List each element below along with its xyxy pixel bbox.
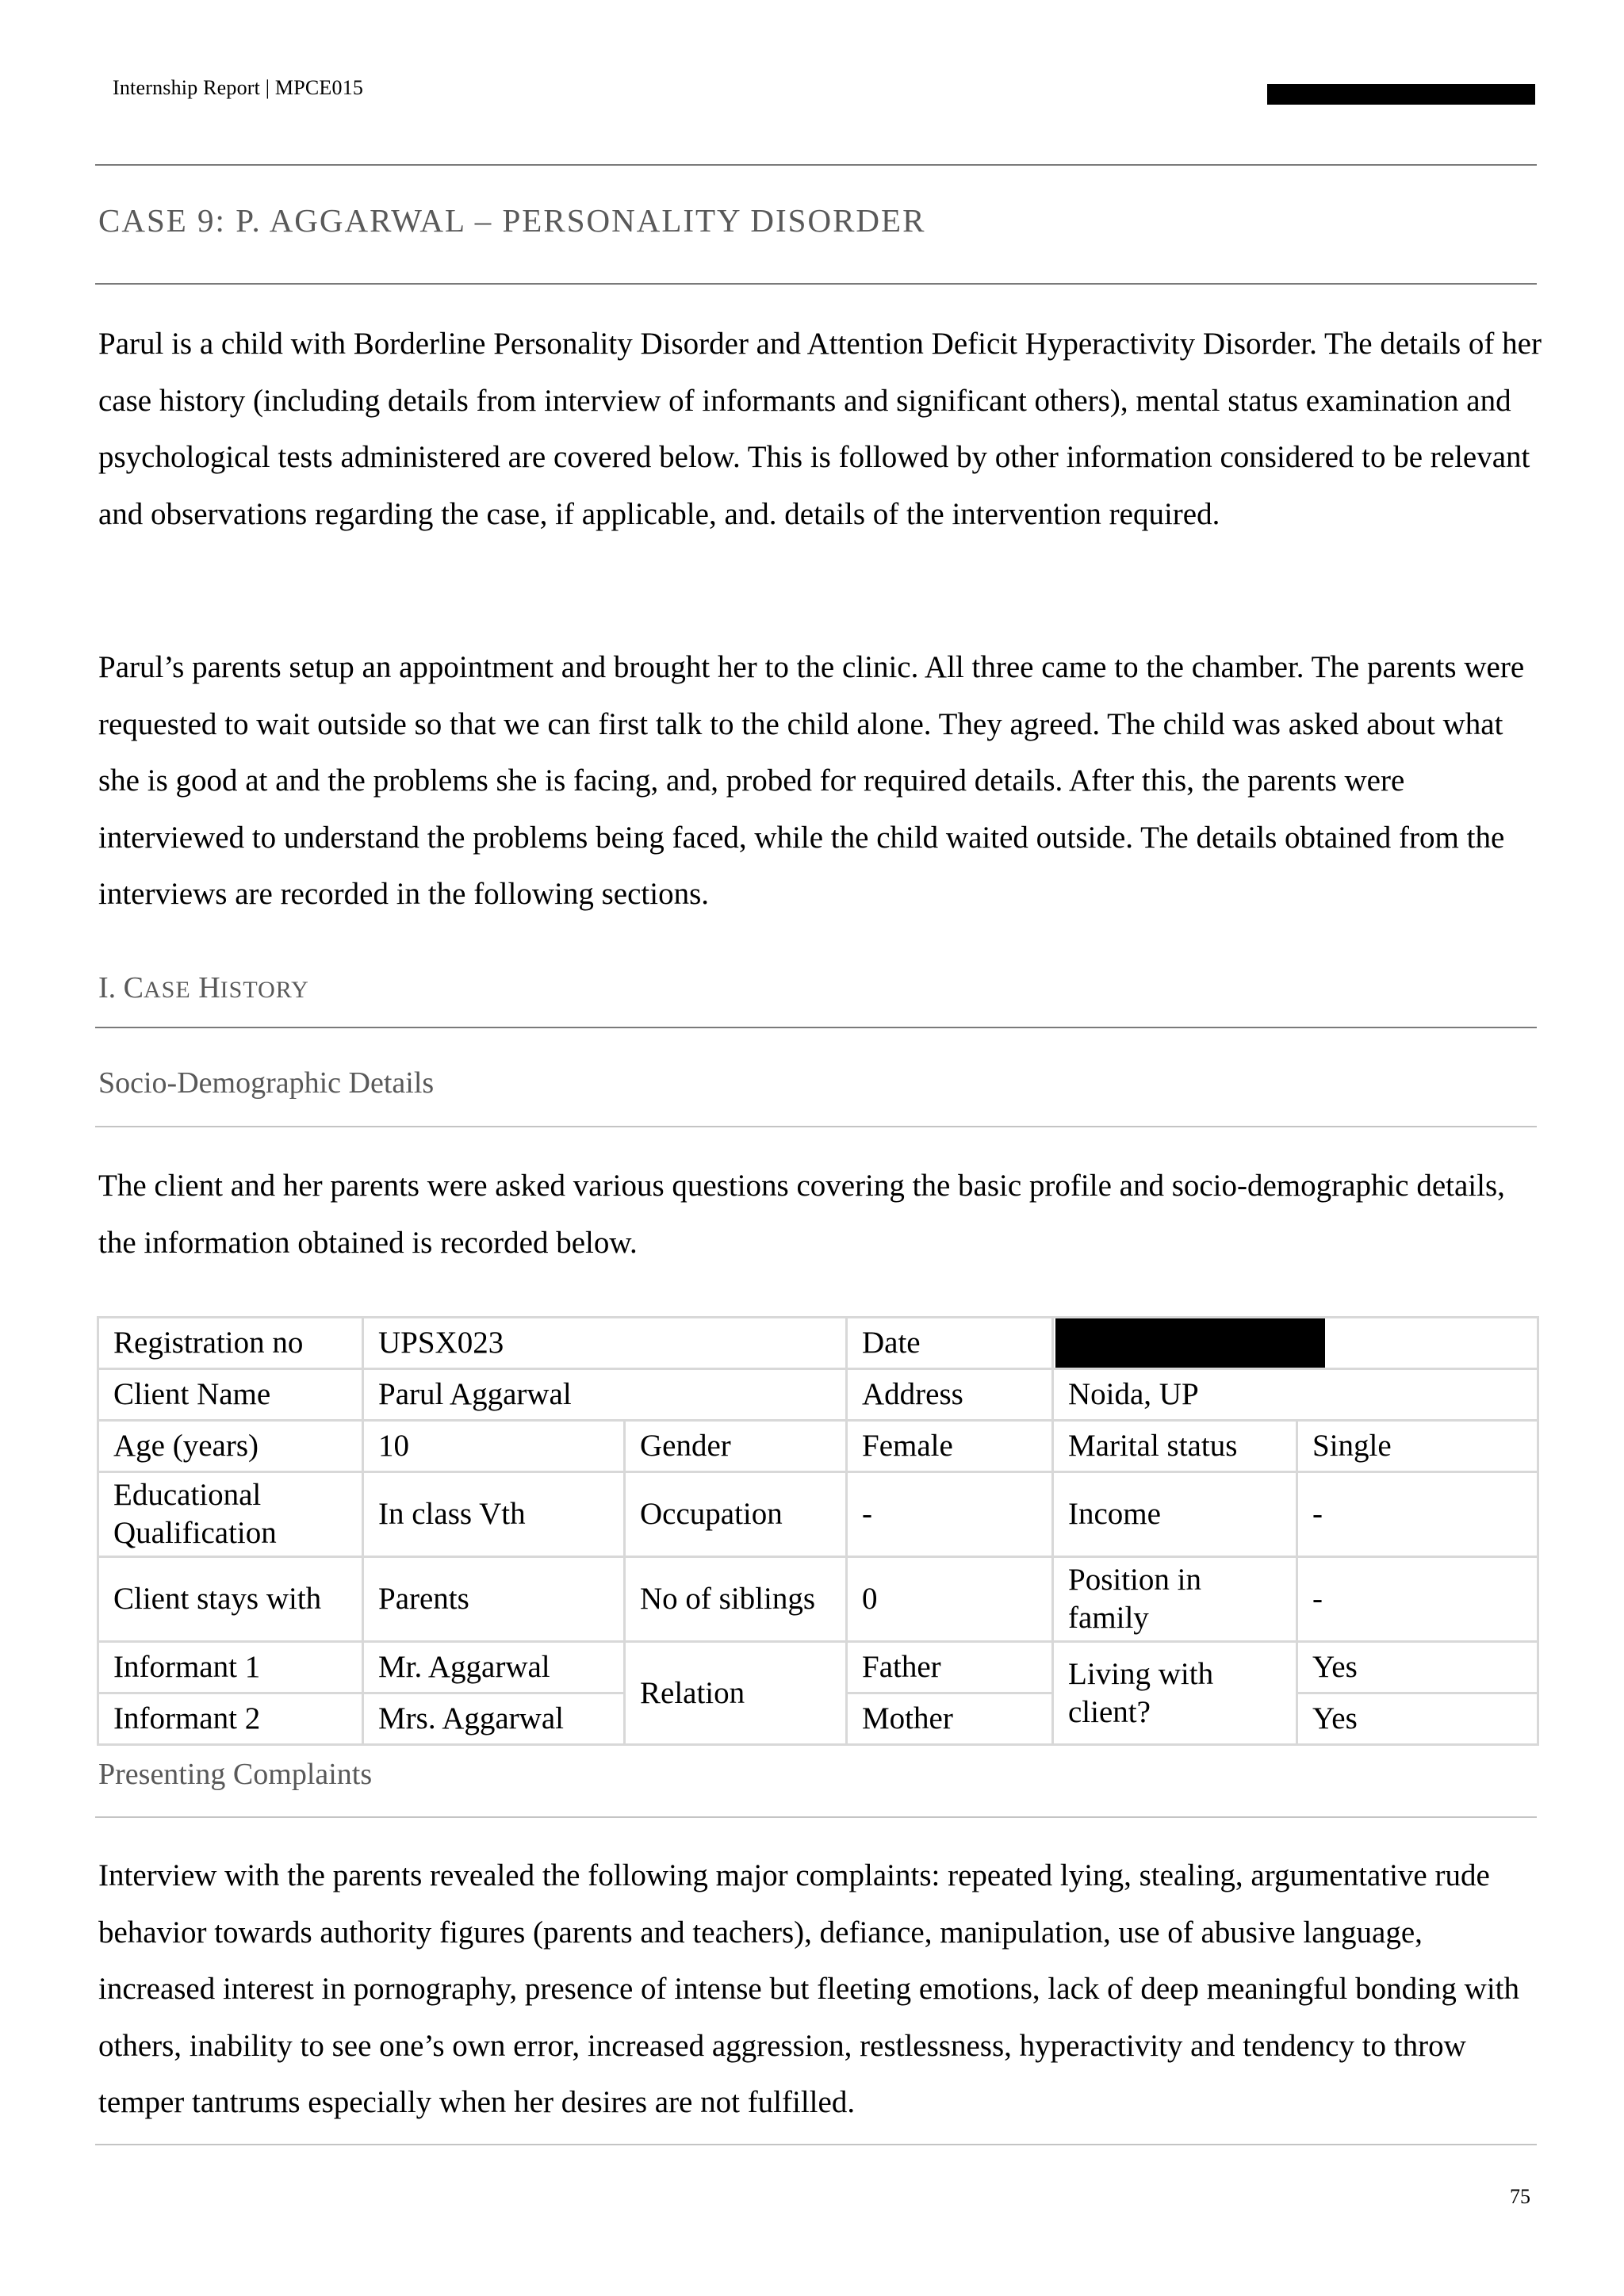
report-header-title: Internship Report | MPCE015 xyxy=(113,76,364,99)
section-word-case: ASE xyxy=(144,977,191,1003)
table-row xyxy=(98,1557,1538,1642)
stays-with-label: Client stays with xyxy=(98,1557,363,1642)
date-value-redacted xyxy=(1053,1318,1538,1369)
education-value: In class Vth xyxy=(363,1472,625,1557)
informant-1-label: Informant 1 xyxy=(98,1642,363,1693)
redacted-date-block xyxy=(1055,1318,1325,1368)
siblings-value: 0 xyxy=(847,1557,1053,1642)
income-label: Income xyxy=(1053,1472,1297,1557)
gender-label: Gender xyxy=(625,1421,847,1472)
subsection-divider-complaints xyxy=(95,1816,1537,1818)
relation-label: Relation xyxy=(625,1642,847,1745)
case-title-divider xyxy=(95,283,1537,285)
marital-status-value: Single xyxy=(1297,1421,1538,1472)
subsection-heading-complaints: Presenting Complaints xyxy=(98,1758,373,1791)
age-label: Age (years) xyxy=(98,1421,363,1472)
section-divider xyxy=(95,1027,1537,1028)
occupation-value: - xyxy=(847,1472,1053,1557)
siblings-label: No of siblings xyxy=(625,1557,847,1642)
registration-label: Registration no xyxy=(98,1318,363,1369)
informant-2-label: Informant 2 xyxy=(98,1693,363,1745)
page-number: 75 xyxy=(1510,2185,1530,2208)
living-with-client-label: Living with client? xyxy=(1053,1642,1297,1745)
relation-1-value: Father xyxy=(847,1642,1053,1693)
living-with-client-2-value: Yes xyxy=(1297,1693,1538,1745)
table-row xyxy=(98,1421,1538,1472)
education-label: Educational Qualification xyxy=(98,1472,363,1557)
address-label: Address xyxy=(847,1369,1053,1421)
age-value: 10 xyxy=(363,1421,625,1472)
table-row xyxy=(98,1642,1538,1693)
position-in-family-label: Position in family xyxy=(1053,1557,1297,1642)
relation-2-value: Mother xyxy=(847,1693,1053,1745)
registration-value: UPSX023 xyxy=(363,1318,847,1369)
section-numeral: I. C xyxy=(98,971,144,1004)
complaints-paragraph: Interview with the parents revealed the following major complaints: repeated lying, stealing, argumentative rude behavior towards authority figures (parents and teachers), defiance, manipulation, use of abusive language, increased interest in pornography, presence of intense but fleeting emotions, lack of deep meaningful bonding with others, inability to see one’s own error, increased aggression, restlessness, hyperactivity and tendency to throw temper tantrums especially when her desires are not fulfilled. xyxy=(98,1858,1520,2119)
marital-status-label: Marital status xyxy=(1053,1421,1297,1472)
table-row xyxy=(98,1472,1538,1557)
position-in-family-value: - xyxy=(1297,1557,1538,1642)
section-heading-case-history xyxy=(98,970,309,1005)
address-value: Noida, UP xyxy=(1053,1369,1538,1421)
stays-with-value: Parents xyxy=(363,1557,625,1642)
occupation-label: Occupation xyxy=(625,1472,847,1557)
header-divider xyxy=(95,164,1537,166)
socio-intro-paragraph: The client and her parents were asked various questions covering the basic profile and socio-demographic details, the information obtained is recorded below. xyxy=(98,1169,1505,1260)
intro-paragraph: Parul is a child with Borderline Personality Disorder and Attention Deficit Hyperactivity Disorder. The details of her case history (including details from interview of informants and significant others), mental status examination and psychological tests administered are covered below. This is followed by other information considered to be relevant and observations regarding the case, if applicable, and. details of the intervention required. xyxy=(98,327,1542,531)
appointment-paragraph: Parul’s parents setup an appointment and brought her to the clinic. All three came to the chamber. The parents were requested to wait outside so that we can first talk to the child alone. They agreed. The child was asked about what she is good at and the problems she is facing, and, probed for required details. After this, the parents were interviewed to understand the problems being faced, while the child waited outside. The details obtained from the interviews are recorded in the following sections. xyxy=(98,650,1525,911)
section-word-history: ISTORY xyxy=(220,977,309,1003)
date-label: Date xyxy=(847,1318,1053,1369)
income-value: - xyxy=(1297,1472,1538,1557)
case-title: CASE 9: P. AGGARWAL – PERSONALITY DISORDER xyxy=(98,202,926,239)
subsection-divider-socio xyxy=(95,1126,1537,1127)
subsection-heading-socio: Socio-Demographic Details xyxy=(98,1066,435,1100)
bottom-divider xyxy=(95,2144,1537,2145)
informant-1-value: Mr. Aggarwal xyxy=(363,1642,625,1693)
table-row xyxy=(98,1318,1538,1369)
section-letter-h: H xyxy=(190,971,220,1004)
client-name-label: Client Name xyxy=(98,1369,363,1421)
living-with-client-1-value: Yes xyxy=(1297,1642,1538,1693)
socio-demographic-table xyxy=(97,1316,1539,1746)
client-name-value: Parul Aggarwal xyxy=(363,1369,847,1421)
table-row xyxy=(98,1369,1538,1421)
redacted-header-block xyxy=(1267,84,1535,105)
informant-2-value: Mrs. Aggarwal xyxy=(363,1693,625,1745)
gender-value: Female xyxy=(847,1421,1053,1472)
